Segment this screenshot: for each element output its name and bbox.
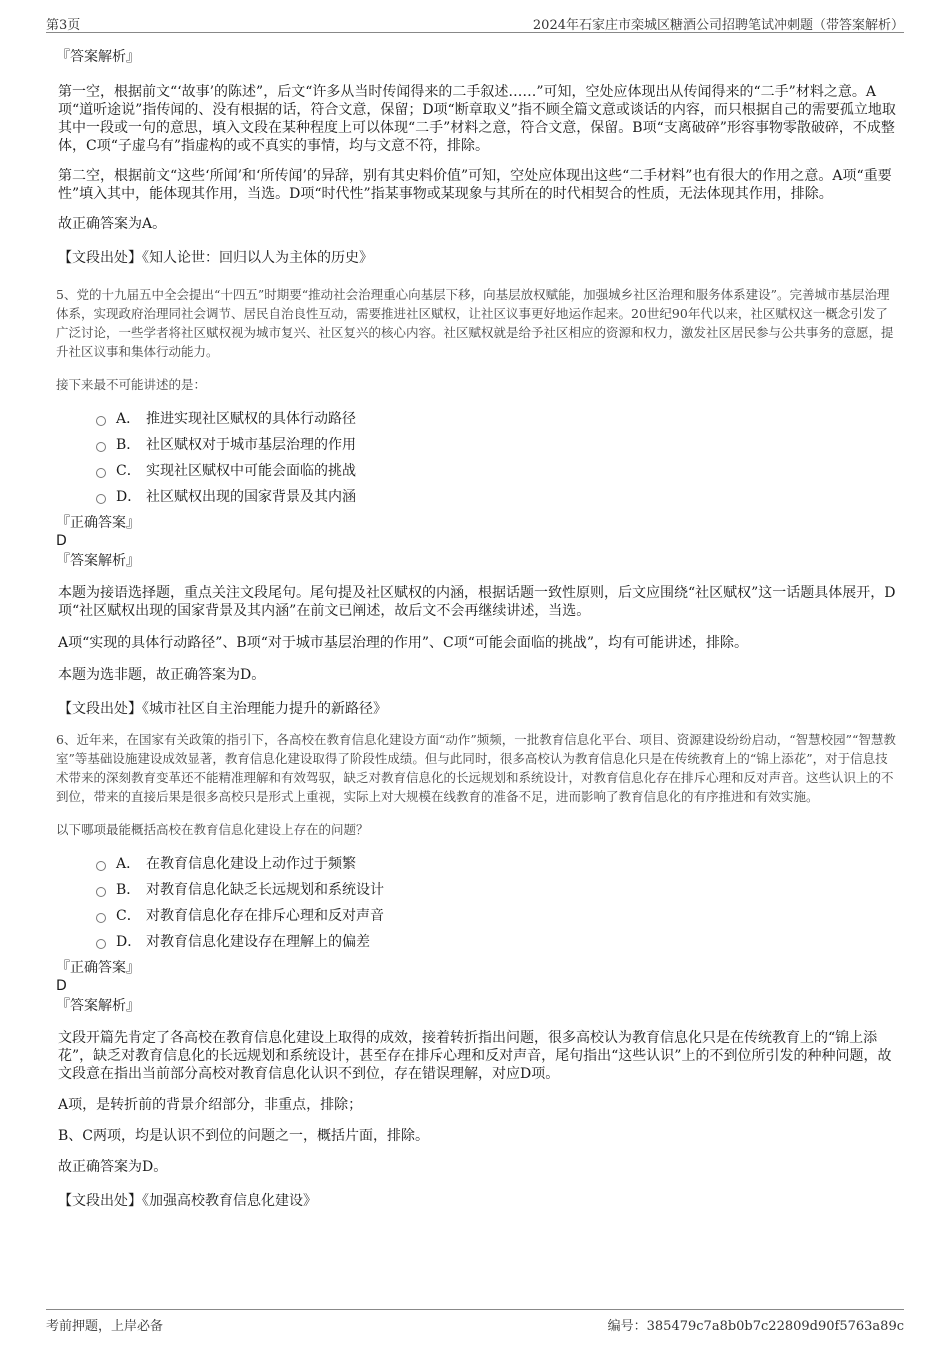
q6-answer-label: 『正确答案』	[56, 960, 140, 976]
q5-source: 【文段出处】《城市社区自主治理能力提升的新路径》	[58, 701, 387, 717]
q5-analysis-label: 『答案解析』	[56, 553, 140, 569]
q6-option-d[interactable]: D． 对教育信息化建设存在理解上的偏差	[56, 929, 896, 955]
q6-source: 【文段出处】《加强高校教育信息化建设》	[58, 1193, 317, 1209]
page-header	[46, 12, 904, 33]
q5-question: 5、党的十九届五中全会提出“十四五”时期要“推动社会治理重心向基层下移，向基层放权赋能，加强城乡社区治理和服务体系建设”。完善城市基层治理体系，实现政府治理同社会调节、居民自治良性互动，需要推进社区赋权，让社区议事更好地运作起来。20世纪90年代以来，社区赋权这一概念引发了广泛讨论，一些学者将社区赋权视为城市复兴、社区复兴的核心内容。社区赋权就是给予社区相应的资源和权力，激发社区居民参与公共事务的意愿，提升社区议事和集体行动能力。	[56, 287, 894, 359]
radio-icon[interactable]	[96, 887, 106, 897]
q5-option-b[interactable]: B． 社区赋权对于城市基层治理的作用	[56, 432, 896, 458]
radio-icon[interactable]	[96, 861, 106, 871]
page-content	[56, 44, 896, 1210]
q5-option-c[interactable]: C． 实现社区赋权中可能会面临的挑战	[56, 458, 896, 484]
q6-option-a[interactable]: A． 在教育信息化建设上动作过于频繁	[56, 851, 896, 877]
q6-analysis-p4: 故正确答案为D。	[58, 1159, 168, 1175]
q5-option-d[interactable]: D． 社区赋权出现的国家背景及其内涵	[56, 484, 896, 510]
radio-icon[interactable]	[96, 913, 106, 923]
q6-analysis-p3: B、C两项，均是认识不到位的问题之一，概括片面，排除。	[58, 1128, 429, 1144]
q5-option-a[interactable]: A． 推进实现社区赋权的具体行动路径	[56, 406, 896, 432]
q5-prompt: 接下来最不可能讲述的是：	[56, 377, 207, 392]
radio-icon[interactable]	[96, 416, 106, 426]
q5-analysis-p3: 本题为选非题，故正确答案为D。	[58, 667, 266, 683]
radio-icon[interactable]	[96, 939, 106, 949]
q5-answer: D	[56, 533, 67, 549]
radio-icon[interactable]	[96, 494, 106, 504]
q5-answer-label: 『正确答案』	[56, 515, 140, 531]
q4-analysis-p3: 故正确答案为A。	[58, 216, 167, 232]
radio-icon[interactable]	[96, 468, 106, 478]
radio-icon[interactable]	[96, 442, 106, 452]
q5-analysis-p2: A项“实现的具体行动路径”、B项“对于城市基层治理的作用”、C项“可能会面临的挑战”，均有可能讲述，排除。	[58, 635, 749, 651]
page-footer	[46, 1309, 904, 1332]
document-id: 编号：385479c7a8b0b7c22809d90f5763a89c	[607, 1319, 904, 1334]
q4-analysis-p2: 第二空，根据前文“这些‘所闻’和‘所传闻’的异辞，别有其史料价值”可知，空处应体现出这些“二手材料”也有很大的作用之意。A项“重要性”填入其中，能体现其作用，当选。D项“时代性”指某事物或某现象与其所在的时代相契合的性质，无法体现其作用，排除。	[58, 168, 892, 202]
q6-answer: D	[56, 978, 67, 994]
q6-analysis-p1: 文段开篇先肯定了各高校在教育信息化建设上取得的成效，接着转折指出问题，很多高校认为教育信息化只是在传统教育上的“锦上添花”，缺乏对教育信息化的长远规划和系统设计，甚至存在排斥心理和反对声音，尾句指出“这些认识”上的不到位所引发的种种问题，故文段意在指出当前部分高校对教育信息化认识不到位，存在错误理解，对应D项。	[58, 1030, 892, 1082]
page-number: 第3页	[46, 18, 81, 33]
document-title: 2024年石家庄市栾城区糖酒公司招聘笔试冲刺题（带答案解析）	[532, 18, 904, 33]
q5-options	[56, 406, 896, 510]
q6-option-c[interactable]: C． 对教育信息化存在排斥心理和反对声音	[56, 903, 896, 929]
q4-analysis-label: 『答案解析』	[56, 49, 140, 65]
q6-option-b[interactable]: B． 对教育信息化缺乏长远规划和系统设计	[56, 877, 896, 903]
q5-analysis-p1: 本题为接语选择题，重点关注文段尾句。尾句提及社区赋权的内涵，根据话题一致性原则，后文应围绕“社区赋权”这一话题具体展开，D项“社区赋权出现的国家背景及其内涵”在前文已阐述，故后文不会再继续讲述，当选。	[58, 585, 896, 619]
q6-analysis-p2: A项，是转折前的背景介绍部分，非重点，排除；	[58, 1097, 363, 1113]
q6-options	[56, 851, 896, 955]
q6-analysis-label: 『答案解析』	[56, 998, 140, 1014]
footer-slogan: 考前押题，上岸必备	[46, 1319, 164, 1334]
q4-source: 【文段出处】《知人论世：回归以人为主体的历史》	[58, 250, 373, 266]
q6-question: 6、近年来，在国家有关政策的指引下，各高校在教育信息化建设方面“动作”频频，一批教育信息化平台、项目、资源建设纷纷启动，“智慧校园”“智慧教室”等基础设施建设成效显著，教育信息化建设取得了阶段性成绩。但与此同时，很多高校认为教育信息化只是在传统教育上的“锦上添花”，对于信息技术带来的深刻教育变革还不能精准理解和有效驾驭，缺乏对教育信息化的长远规划和系统设计，对教育信息化存在排斥心理和反对声音。这些认识上的不到位，带来的直接后果是很多高校只是形式上重视，实际上对大规模在线教育的准备不足，进而影响了教育信息化的有序推进和有效实施。	[56, 732, 896, 804]
q4-analysis-p1: 第一空，根据前文“‘故事’的陈述”，后文“许多从当时传闻得来的二手叙述……”可知，空处应体现出从传闻得来的“二手”材料之意。A项“道听途说”指传闻的、没有根据的话，符合文意，保留；D项“断章取义”指不顾全篇文意或谈话的内容，而只根据自己的需要孤立地取其中一段或一句的意思，填入文段在某种程度上可以体现“二手”材料之意，符合文意，保留。B项“支离破碎”形容事物零散破碎，不成整体，C项“子虚乌有”指虚构的或不真实的事情，均与文意不符，排除。	[58, 84, 896, 154]
q6-prompt: 以下哪项最能概括高校在教育信息化建设上存在的问题？	[56, 822, 369, 837]
